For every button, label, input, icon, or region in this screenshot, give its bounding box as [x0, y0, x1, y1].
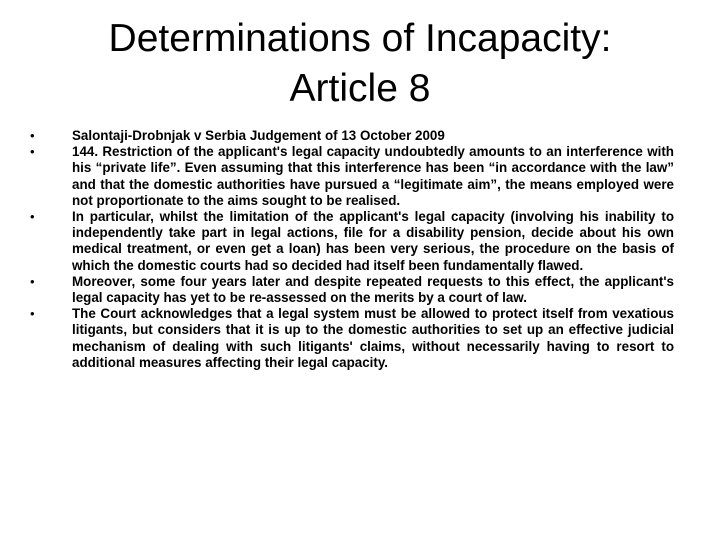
- bullet-text: 144. Restriction of the applicant's legal capacity undoubtedly amounts to an interference with his “private life”. Even assuming that this interference has been “in accordance with the law” and that the domestic authorities have pursued a “legitimate aim”, the means employed were not proportionate to the aims sought to be realised.: [72, 144, 674, 208]
- bullet-text: In particular, whilst the limitation of the applicant's legal capacity (involving his inability to independently take part in legal actions, file for a disability pension, decide about his own medical treatment, or even get a loan) has been very serious, the procedure on the basis of which the domestic courts had so decided had itself been fundamentally flawed.: [72, 209, 674, 273]
- bullet-item: [30, 306, 674, 371]
- bullet-text: Salontaji-Drobnjak v Serbia Judgement of 13 October 2009: [72, 128, 445, 143]
- bullet-text: The Court acknowledges that a legal system must be allowed to protect itself from vexatious litigants, but considers that it is up to the domestic authorities to set up an effective judicial mechanism of dealing with such litigants' claims, without necessarily having to resort to additional measures affecting their legal capacity.: [72, 306, 674, 370]
- bullet-item: [30, 274, 674, 306]
- bullet-text: Moreover, some four years later and despite repeated requests to this effect, the applicant's legal capacity has yet to be re-assessed on the merits by a court of law.: [72, 273, 674, 306]
- bullet-item: [30, 128, 674, 144]
- bullet-icon: •: [30, 209, 35, 225]
- bullet-icon: •: [30, 273, 35, 289]
- slide-title-line-2: Article 8: [289, 67, 431, 110]
- bullet-icon: •: [30, 306, 35, 322]
- slide-title-line-1: Determinations of Incapacity:: [108, 17, 612, 60]
- bullet-item: [30, 209, 674, 274]
- bullet-icon: •: [30, 128, 35, 143]
- bullet-icon: •: [30, 144, 35, 160]
- bullet-list: [30, 128, 674, 371]
- slide-title: [60, 14, 660, 114]
- bullet-item: [30, 144, 674, 209]
